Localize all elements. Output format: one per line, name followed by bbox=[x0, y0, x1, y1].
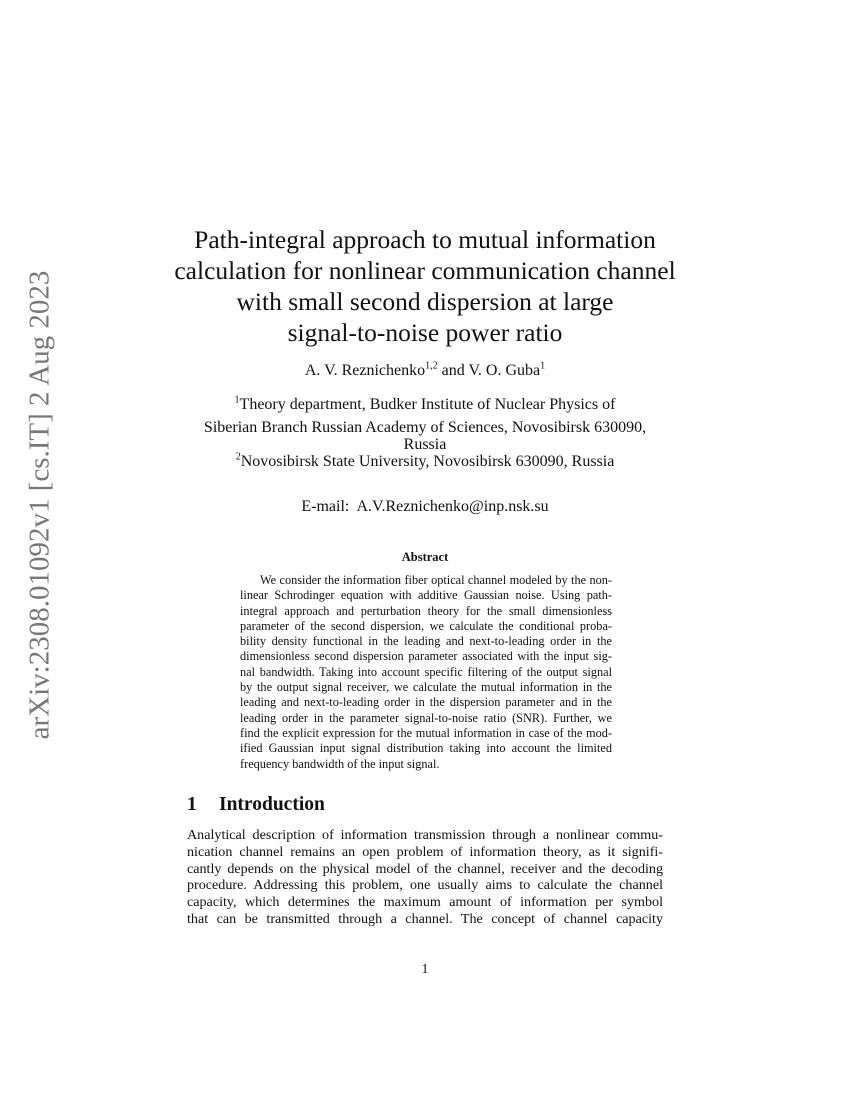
abstract-line: parameter of the second dispersion, we calculate the conditional proba- bbox=[240, 618, 612, 633]
paper-title bbox=[0, 224, 850, 348]
abstract-line: ified Gaussian input signal distribution taking into account the limited bbox=[240, 741, 612, 756]
body-line: that can be transmitted through a channel. The concept of channel capacity bbox=[187, 910, 663, 927]
body-line: procedure. Addressing this problem, one usually aims to calculate the channel bbox=[187, 877, 663, 894]
abstract-line: find the explicit expression for the mutual information in case of the mod- bbox=[240, 725, 612, 740]
affiliations bbox=[0, 394, 850, 474]
section-title: Introduction bbox=[219, 794, 325, 815]
affiliation-line: Theory department, Budker Institute of Nuclear Physics of bbox=[239, 396, 616, 413]
arxiv-identifier-stamp: arXiv:2308.01092v1 [cs.IT] 2 Aug 2023 bbox=[23, 270, 56, 740]
section-heading bbox=[187, 794, 325, 816]
intro-paragraph bbox=[187, 827, 663, 928]
author-name: A. V. Reznichenko bbox=[304, 362, 426, 379]
affiliation-mark: 1,2 bbox=[425, 360, 438, 372]
author-email: E-mail: A.V.Reznichenko@inp.nsk.su bbox=[301, 498, 549, 515]
abstract-line: leading and next-to-leading order in the dispersion parameter and in the bbox=[240, 695, 612, 710]
author-name: V. O. Guba bbox=[468, 362, 541, 379]
abstract-heading: Abstract bbox=[401, 550, 449, 564]
page-number: 1 bbox=[421, 962, 429, 977]
affiliation-line: Russia bbox=[403, 436, 447, 453]
title-line: with small second dispersion at large bbox=[236, 287, 614, 316]
abstract-body bbox=[240, 573, 612, 772]
abstract-line: leading order in the parameter signal-to-noise ratio (SNR). Further, we bbox=[240, 710, 612, 725]
affiliation-mark: 2 bbox=[235, 451, 241, 463]
body-line: capacity, which determines the maximum amount of information per symbol bbox=[187, 894, 663, 911]
title-line: signal-to-noise power ratio bbox=[287, 318, 563, 347]
affiliation-mark: 1 bbox=[540, 360, 546, 372]
body-line: cantly depends on the physical model of the channel, receiver and the decoding bbox=[187, 860, 663, 877]
abstract-line: frequency bandwidth of the input signal. bbox=[240, 756, 440, 771]
title-line: Path-integral approach to mutual information bbox=[194, 225, 656, 254]
body-line: nication channel remains an open problem of information theory, as it signifi- bbox=[187, 843, 663, 860]
abstract-line: nal bandwidth. Taking into account specific filtering of the output signal bbox=[240, 664, 612, 679]
abstract-line: We consider the information fiber optical channel modeled by the non- bbox=[260, 573, 612, 587]
abstract-line: integral approach and perturbation theory for the small dimensionless bbox=[240, 603, 612, 618]
abstract-line: bility density functional in the leading and next-to-leading order in the bbox=[240, 634, 612, 649]
author-conjunction: and bbox=[437, 362, 469, 379]
abstract-line: by the output signal receiver, we calculate the mutual information in the bbox=[240, 680, 612, 695]
title-line: calculation for nonlinear communication channel bbox=[174, 256, 676, 285]
authors bbox=[0, 362, 850, 380]
body-line: Analytical description of information transmission through a nonlinear commu- bbox=[187, 827, 663, 843]
abstract-line: linear Schrodinger equation with additive Gaussian noise. Using path- bbox=[240, 588, 612, 603]
affiliation-line: Siberian Branch Russian Academy of Sciences, Novosibirsk 630090, bbox=[203, 418, 647, 436]
section-number: 1 bbox=[187, 794, 197, 815]
affiliation-line: Novosibirsk State University, Novosibirsk 630090, Russia bbox=[240, 453, 615, 470]
affiliation-mark: 1 bbox=[234, 394, 240, 406]
abstract-line: dimensionless second dispersion parameter associated with the input sig- bbox=[240, 649, 612, 664]
